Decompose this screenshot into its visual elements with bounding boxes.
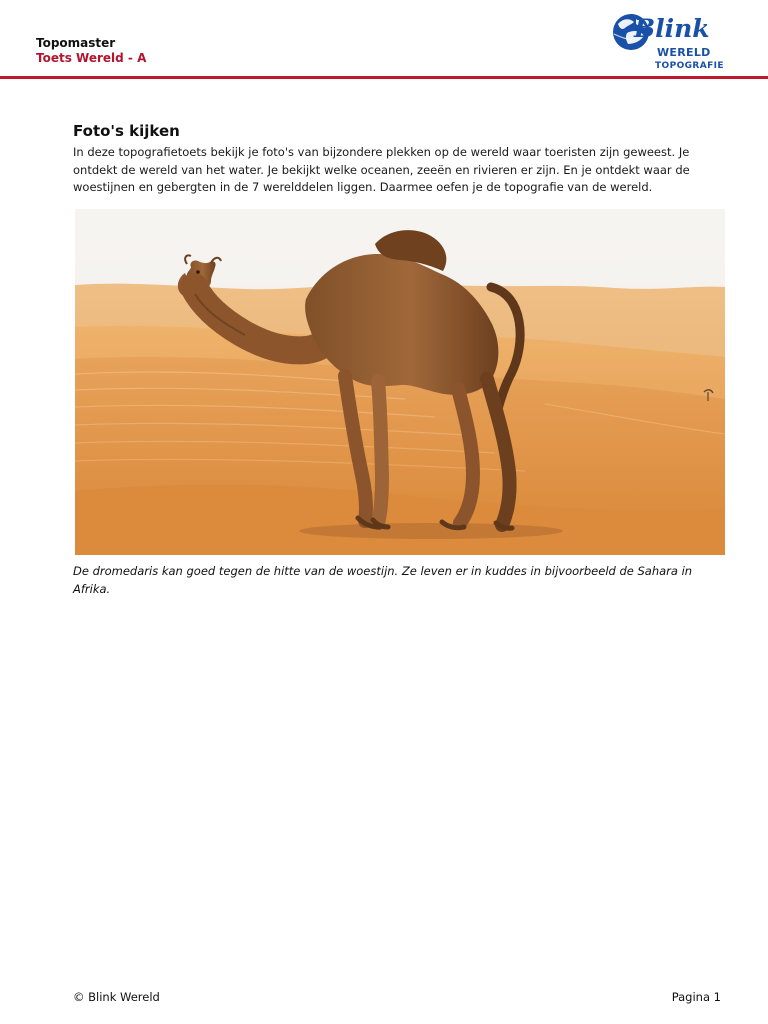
intro-section	[73, 122, 729, 197]
brand-subtitle: Toets Wereld - A	[36, 51, 147, 65]
footer-copyright: © Blink Wereld	[73, 990, 160, 1004]
logo-wereld-text: WERELD	[657, 46, 711, 59]
section-title: Foto's kijken	[73, 122, 180, 140]
brand-title: Topomaster	[36, 36, 116, 50]
header-branding	[36, 36, 236, 66]
blink-wereld-logo	[610, 10, 730, 72]
header-divider	[0, 76, 768, 79]
page-header	[0, 0, 768, 80]
logo-wordmark: Blink	[634, 14, 710, 43]
photo-illustration	[75, 209, 725, 555]
photo-caption: De dromedaris kan goed tegen de hitte van de woestijn. Ze leven er in kuddes in bijvoorbeeld de Sahara in Afrika.	[73, 564, 693, 596]
logo-topografie-text: TOPOGRAFIE	[655, 61, 724, 71]
page-number: Pagina 1	[671, 990, 721, 1004]
intro-paragraph: In deze topografietoets bekijk je foto's van bijzondere plekken op de wereld waar toeristen zijn geweest. Je ontdekt de wereld van het water. Je bekijkt welke oceanen, zeeën en rivieren er zijn. En je ontdekt waar de woestijnen en gebergten in de 7 werelddelen liggen. Daarmee oefen je de topografie van de wereld.	[73, 145, 690, 194]
camel-desert-photo	[75, 209, 725, 555]
